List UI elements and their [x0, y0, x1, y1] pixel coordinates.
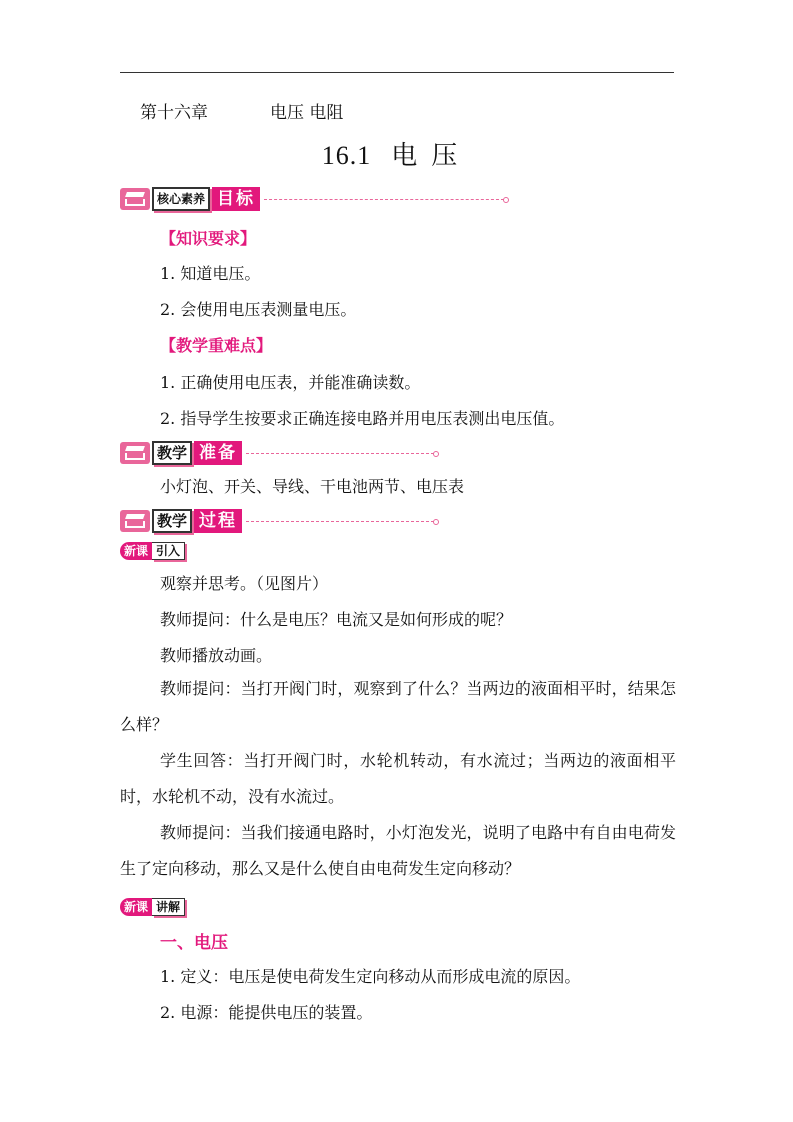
books-icon: [120, 510, 150, 532]
section-goals-header: [120, 186, 504, 212]
topic-item: 2. 电源：能提供电压的装置。: [160, 1003, 373, 1022]
section-badge: 核心素养: [152, 187, 210, 211]
section-title: 过程: [194, 509, 242, 533]
key-item: 2. 指导学生按要求正确连接电路并用电压表测出电压值。: [160, 409, 565, 428]
books-icon: [120, 442, 150, 464]
intro-paragraph: 教师提问：当打开阀门时，观察到了什么？当两边的液面相平时，结果怎么样？: [120, 679, 676, 734]
tag-lecture: 讲解: [152, 898, 185, 916]
section-badge: 教学: [152, 441, 192, 465]
tag-intro: 引入: [152, 542, 185, 560]
header-rule: [120, 72, 674, 73]
prep-materials: 小灯泡、开关、导线、干电池两节、电压表: [160, 477, 465, 496]
knowledge-heading: 【知识要求】: [160, 229, 257, 248]
topic-item: 1. 定义：电压是使电荷发生定向移动从而形成电流的原因。: [160, 967, 581, 986]
lecture-tag: [120, 897, 185, 917]
tag-new-lesson: 新课: [120, 898, 152, 916]
key-heading: 【教学重难点】: [160, 336, 273, 355]
section-prep-header: [120, 440, 434, 466]
tag-new-lesson: 新课: [120, 542, 152, 560]
intro-line: 观察并思考。（见图片）: [160, 574, 329, 593]
lesson-name: 电压: [391, 141, 472, 171]
chapter-title: 电压 电阻: [270, 103, 344, 123]
section-title: 准备: [194, 441, 242, 465]
section-title: 目标: [212, 187, 260, 211]
intro-paragraph: 教师提问：当我们接通电路时，小灯泡发光，说明了电路中有自由电荷发生了定向移动，那么又是什么使自由电荷发生定向移动？: [120, 823, 676, 878]
chapter-number: 第十六章: [140, 103, 208, 123]
section-divider: [246, 521, 434, 522]
books-icon: [120, 188, 150, 210]
key-item: 1. 正确使用电压表，并能准确读数。: [160, 373, 421, 392]
lesson-title: [0, 135, 793, 172]
intro-paragraph: 学生回答：当打开阀门时，水轮机转动，有水流过；当两边的液面相平时，水轮机不动，没有水流过。: [120, 751, 676, 806]
topic-heading: 一、电压: [160, 933, 228, 953]
knowledge-item: 1. 知道电压。: [160, 264, 261, 283]
section-divider: [264, 199, 504, 200]
chapter-header: [140, 98, 344, 123]
knowledge-item: 2. 会使用电压表测量电压。: [160, 300, 357, 319]
section-process-header: [120, 508, 434, 534]
section-badge: 教学: [152, 509, 192, 533]
lesson-number: 16.1: [321, 141, 372, 170]
intro-tag: [120, 541, 185, 561]
intro-line: 教师播放动画。: [160, 646, 273, 665]
section-divider: [246, 453, 434, 454]
intro-line: 教师提问：什么是电压？电流又是如何形成的呢？: [160, 610, 513, 629]
